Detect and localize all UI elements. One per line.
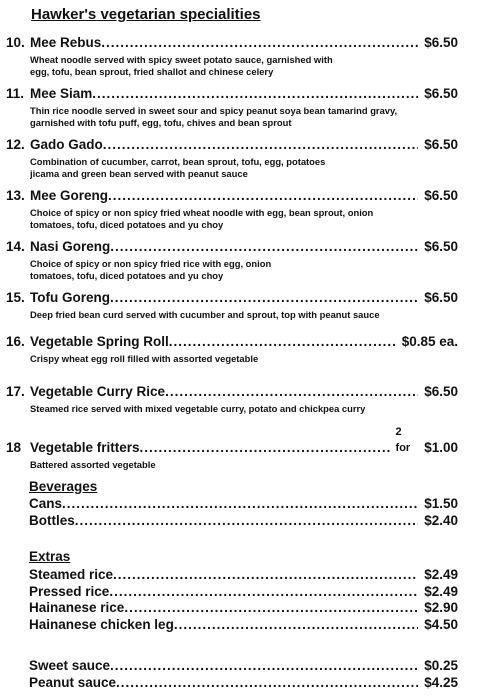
menu-item-17 xyxy=(6,384,458,415)
item-number: 13. xyxy=(6,188,25,203)
menu-item-12 xyxy=(6,137,458,180)
item-name: Sweet sauce xyxy=(29,658,111,673)
item-price: $2.40 xyxy=(424,513,458,528)
item-name: Bottles xyxy=(29,513,75,528)
dot-leader xyxy=(174,617,418,633)
item-price: $2.49 xyxy=(424,584,458,599)
item-price: $6.50 xyxy=(424,86,458,101)
sauce-item-sweet-sauce xyxy=(29,658,458,674)
item-description: Wheat noodle served with spicy sweet potato sauce, garnished with egg, tofu, bean sprout, fried shallot and chinese celery xyxy=(30,54,333,77)
item-name: Gado Gado xyxy=(30,137,103,152)
item-name: Cans xyxy=(29,496,63,511)
item-price: $4.25 xyxy=(424,675,458,690)
menu-item-16 xyxy=(6,334,458,365)
dot-leader xyxy=(169,334,396,350)
menu-item-13 xyxy=(6,188,458,231)
item-number: 17. xyxy=(6,384,25,399)
item-name: Mee Goreng xyxy=(30,188,109,203)
dot-leader xyxy=(110,658,418,674)
extra-item-pressed-rice xyxy=(29,584,458,600)
item-name: Nasi Goreng xyxy=(30,239,111,254)
dot-leader xyxy=(110,290,418,306)
dot-leader xyxy=(92,86,418,102)
dot-leader xyxy=(116,675,418,691)
dot-leader xyxy=(113,567,418,583)
item-price: $6.50 xyxy=(424,239,458,254)
item-price: $6.50 xyxy=(424,35,458,50)
item-description: Thin rice noodle served in sweet sour and spicy peanut soya bean tamarind gravy, garnished with tofu puff, egg, tofu, chives and bean sprout xyxy=(30,105,398,128)
item-description: Steamed rice served with mixed vegetable curry, potato and chickpea curry xyxy=(30,403,366,414)
dot-leader xyxy=(110,239,418,255)
item-name: Mee Rebus xyxy=(30,35,102,50)
menu-item-11 xyxy=(6,86,458,129)
item-price: $0.25 xyxy=(424,658,458,673)
item-price: $4.50 xyxy=(424,617,458,632)
dot-leader xyxy=(101,35,418,51)
item-name: Tofu Goreng xyxy=(30,290,110,305)
item-name: Hainanese rice xyxy=(29,600,125,615)
dot-leader xyxy=(165,384,418,400)
item-number: 11. xyxy=(6,86,25,101)
item-price: $1.00 xyxy=(424,440,458,455)
menu-item-15 xyxy=(6,290,458,321)
item-price: $6.50 xyxy=(424,290,458,305)
dot-leader xyxy=(103,137,418,153)
dot-leader xyxy=(108,188,418,204)
item-price: $0.85 ea. xyxy=(401,334,458,349)
item-name: Steamed rice xyxy=(29,567,114,582)
extra-item-hainanese-rice xyxy=(29,600,458,616)
item-number: 15. xyxy=(6,290,25,305)
item-price: $6.50 xyxy=(424,137,458,152)
item-name: Mee Siam xyxy=(30,86,93,101)
item-name: Vegetable Curry Rice xyxy=(30,384,166,399)
item-description: Combination of cucumber, carrot, bean sprout, tofu, egg, potatoes jicama and green bean served with peanut sauce xyxy=(30,156,326,179)
item-number: 10. xyxy=(6,35,25,50)
item-price: $1.50 xyxy=(424,496,458,511)
item-description: Crispy wheat egg roll filled with assorted vegetable xyxy=(30,353,259,364)
item-name: Vegetable fritters xyxy=(30,440,140,455)
item-name: Pressed rice xyxy=(29,584,110,599)
dot-leader xyxy=(62,496,418,512)
item-description: Battered assorted vegetable xyxy=(30,459,156,470)
item-name: Peanut sauce xyxy=(29,675,117,690)
item-number: 14. xyxy=(6,239,25,254)
beverages-heading: Beverages xyxy=(29,479,98,494)
dot-leader xyxy=(124,600,418,616)
beverage-item-bottles xyxy=(29,513,458,529)
sauce-item-peanut-sauce xyxy=(29,675,458,691)
menu-item-10 xyxy=(6,35,458,78)
beverage-item-cans xyxy=(29,496,458,512)
item-quantity-note: 2 for xyxy=(395,426,411,454)
item-name: Vegetable Spring Roll xyxy=(30,334,169,349)
extra-item-hainanese-chicken-leg xyxy=(29,617,458,633)
item-description: Choice of spicy or non spicy fried rice with egg, onion tomatoes, tofu, diced potatoes and yu choy xyxy=(30,258,272,281)
item-price: $6.50 xyxy=(424,384,458,399)
item-price: $6.50 xyxy=(424,188,458,203)
item-number: 18 xyxy=(6,440,22,455)
menu-title: Hawker's vegetarian specialities xyxy=(31,6,261,23)
extra-item-steamed-rice xyxy=(29,567,458,583)
item-price: $2.90 xyxy=(424,600,458,615)
item-description: Choice of spicy or non spicy fried wheat noodle with egg, bean sprout, onion tomatoes, tofu, diced potatoes and yu choy xyxy=(30,207,374,230)
item-price: $2.49 xyxy=(424,567,458,582)
item-number: 12. xyxy=(6,137,25,152)
extras-heading: Extras xyxy=(29,549,71,564)
item-number: 16. xyxy=(6,334,25,349)
item-description: Deep fried bean curd served with cucumber and sprout, top with peanut sauce xyxy=(30,309,380,320)
menu-item-18 xyxy=(6,424,458,471)
dot-leader xyxy=(140,440,392,456)
dot-leader xyxy=(109,584,418,600)
item-name: Hainanese chicken leg xyxy=(29,617,174,632)
dot-leader xyxy=(75,513,418,529)
menu-item-14 xyxy=(6,239,458,282)
